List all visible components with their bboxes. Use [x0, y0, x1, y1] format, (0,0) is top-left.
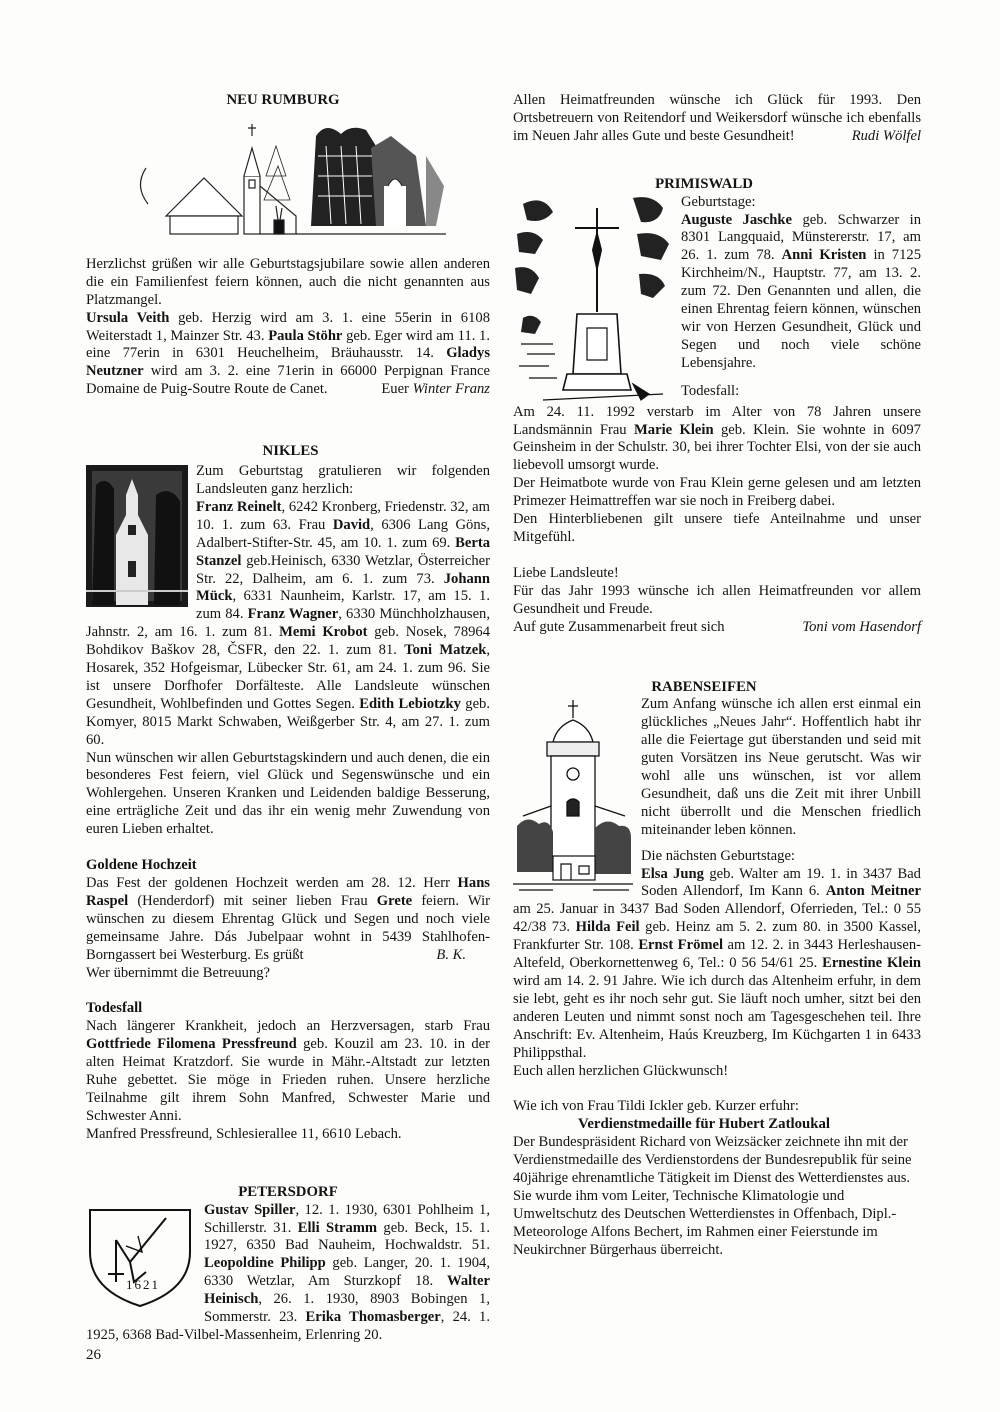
nikles-intro: Zum Geburtstag gratulieren wir folgenden Landsleuten ganz herzlich:	[196, 463, 490, 497]
todesfall-heading: Todesfall	[86, 1000, 143, 1017]
primiswald-paragraph-2: Der Heimatbote wurde von Frau Klein gerne gelesen und am letzten Primezer Heimattreffen war sie noch in Freiberg dabei.	[513, 475, 921, 510]
todesfall-text: Nach längerer Krankheit, jedoch an Herzversagen, starb Frau Gottfriede Filomena Pressfreund geb. Kouzil am 23. 10. in der alten Heimat Kratzdorf. Sie wurde in Mähr.-Altstadt zur letzten Ruhe gebettet. Sie möge in Frieden ruhen. Unsere herzliche Teilnahme gilt ihrem Sohn Manfred, Schwester Marie und Schwester Anni.	[86, 1018, 490, 1124]
person-name: Franz Reinelt	[196, 498, 282, 515]
person-name: Johann Mück	[196, 570, 490, 605]
rabenseifen-heading: RABENSEIFEN	[651, 678, 757, 695]
medaille-intro: Wie ich von Frau Tildi Ickler geb. Kurzer erfuhr:	[513, 1098, 799, 1115]
primiswald-birthdays: Auguste Jaschke geb. Schwarzer in 8301 Langquaid, Münstererstr. 17, am 26. 1. zum 78. Anni Kristen in 7125 Kirchheim/N., Hauptstr. 77, am 13. 2. zum 72. Den Genannten und allen, die einen Ehrentag feiern können, wünschen wir von Herzen Gesundheit, Glück und Segen und noch viele schöne Lebensjahre.	[681, 211, 921, 371]
primiswald-birthday-label: Geburtstage:	[681, 193, 756, 210]
primiswald-death-text: Am 24. 11. 1992 verstarb im Alter von 78 Jahren unsere Landsmännin Frau Marie Klein geb. Klein. Sie wohnte in 6097 Geinsheim in der Schulstr. 30, bei ihrer Tochter Elsi, von der sie auch liebevoll umsorgt wurde.	[513, 403, 921, 474]
nikles-heading: NIKLES	[262, 443, 319, 460]
goldene-hochzeit-signature: B. K.	[436, 946, 466, 963]
person-name: Elli Stramm	[297, 1219, 378, 1236]
person-name: Franz Wagner	[247, 606, 339, 623]
right-column	[513, 92, 921, 1260]
nikles-church-photo	[86, 465, 188, 607]
greeting-text: Allen Heimatfreunden wünsche ich Glück für 1993. Den Ortsbetreuern von Reitendorf und Weikersdorf wünsche ich ebenfalls im Neuen Jahr alles Gute und beste Gesundheit! Rudi Wölfel	[513, 92, 921, 144]
rabenseifen-birthdays: Elsa Jung geb. Walter am 19. 1. in 3437 Bad Soden Allendorf, Im Kann 6. Anton Meitner am 25. Januar in 3437 Bad Soden Allendorf, Oferrieden, Tel.: 0 55 42/38 73. Hilda Feil geb. Heinz am 5. 2. zum 80. in 3500 Kassel, Frankfurter Str. 108. Ernst Frömel am 12. 2. in 3443 Herleshausen-Altefeld, Oberkornettenweg 6, Tel.: 0 56 54/61 25. Ernestine Klein wird am 14. 2. 91 Jahre. Wie ich durch das Altenheim erfuhr, in dem sie lebt, geht es ihr noch sehr gut. Sie läuft noch umher, sitzt bei den anderen Leuten und nimmt sonst noch am Tagesgeschehen teil. Ihre Anschrift: Ev. Altenheim, Haús Kreuzberg, Im Küchgarten 1 in 6433 Philippsthal.	[513, 865, 922, 1061]
person-name: Ernestine Klein	[822, 955, 921, 972]
nikles-text	[86, 463, 490, 839]
person-name: Elsa Jung	[641, 865, 704, 882]
primiswald-paragraph-4: Für das Jahr 1993 wünsche ich allen Heimatfreunden vor allem Gesundheit und Freude.	[513, 582, 921, 617]
greeting-signature: Rudi Wölfel	[851, 127, 921, 144]
person-name: Walter Heinisch	[204, 1273, 490, 1308]
rabenseifen-church-illustration	[513, 696, 635, 896]
person-name: Grete	[376, 892, 413, 909]
rabenseifen-birthday-label: Die nächsten Geburtstage:	[641, 847, 795, 864]
person-name: Gladys Neutzner	[86, 345, 490, 380]
person-name: Gustav Spiller	[204, 1201, 296, 1218]
person-name: Ernst Frömel	[638, 937, 724, 954]
neu-rumburg-heading: NEU RUMBURG	[226, 92, 340, 108]
primiswald-salutation: Liebe Landsleute!	[513, 564, 619, 581]
todesfall-signoff: Manfred Pressfreund, Schlesierallee 11, 6610 Lebach.	[86, 1125, 402, 1142]
person-name: Hilda Feil	[575, 919, 640, 936]
nikles-closing: Nun wünschen wir allen Geburtstagskindern und auch denen, die ein besonderes Fest feiern, viel Glück und Segenswünsche und ein Wohlergehen. Unseren Kranken und Leidenden baldige Besserung, eine erträgliche Zeit und das ihr ein wenig mehr Zuwendung von euren Lieben erhaltet.	[86, 749, 490, 838]
primiswald-cross-illustration	[513, 194, 675, 404]
medaille-heading: Verdienstmedaille für Hubert Zatloukal	[578, 1116, 830, 1133]
rabenseifen-closing: Euch allen herzlichen Glückwunsch!	[513, 1062, 729, 1079]
petersdorf-birthdays: Gustav Spiller, 12. 1. 1930, 6301 Pohlheim 1, Schillerstr. 31. Elli Stramm geb. Beck, 15. 1. 1927, 6350 Bad Nauheim, Hochwaldstr. 51. Leopoldine Philipp geb. Langer, 20. 1. 1904, 6330 Wetzlar, Am Sturzkopf 18. Walter Heinisch, 26. 1. 1930, 8903 Bobingen 1, Sommerstr. 23. Erika Thomasberger, 24. 1. 1925, 6368 Bad-Vilbel-Massenheim, Erlenring 20.	[86, 1201, 491, 1343]
person-name: Toni Matzek	[404, 642, 487, 659]
person-name: David	[332, 516, 371, 533]
person-name: Auguste Jaschke	[681, 211, 792, 228]
petersdorf-heading: PETERSDORF	[238, 1183, 338, 1200]
neu-rumburg-intro: Herzlichst grüßen wir alle Geburtstagsjubilare sowie allen anderen die ein Familienfest feiern können, auch die nicht genannten aus Platzmangel.	[86, 255, 490, 308]
person-name: Gottfriede Filomena Pressfreund	[86, 1036, 297, 1053]
person-name: Anni Kristen	[781, 247, 867, 264]
person-name: Edith Lebiotzky	[359, 695, 461, 712]
person-name: Marie Klein	[634, 421, 714, 438]
person-name: Erika Thomasberger	[305, 1309, 441, 1326]
primiswald-text	[513, 194, 921, 637]
person-name: Berta Stanzel	[196, 534, 490, 569]
person-name: Memi Krobot	[279, 624, 368, 641]
neu-rumburg-signature: Euer Winter Franz	[381, 381, 490, 398]
petersdorf-text	[86, 1202, 490, 1345]
rabenseifen-intro: Zum Anfang wünsche ich allen erst einmal ein glückliches „Neues Jahr“. Hoffentlich habt ihr alle die Feiertage gut überstanden und seid mit guten Vorsätzen ins Neue gerutscht. Was wir wohl alle uns wünschen, ist vor allem Gesundheit, daß uns die Zeit mit ihrer Unbill nicht überrollt und die Menschen friedlich miteinander leben können.	[641, 696, 921, 838]
primiswald-paragraph-3: Den Hinterbliebenen gilt unsere tiefe Anteilnahme und unser Mitgefühl.	[513, 511, 921, 545]
left-column	[86, 92, 490, 1345]
primiswald-paragraph-5: Auf gute Zusammenarbeit freut sich Toni vom Hasendorf	[513, 618, 921, 635]
goldene-hochzeit-question: Wer übernimmt die Betreuung?	[86, 964, 271, 981]
primiswald-heading: PRIMISWALD	[655, 175, 753, 192]
nikles-birthdays: Franz Reinelt, 6242 Kronberg, Friedenstr. 32, am 10. 1. zum 63. Frau David, 6306 Lang Göns, Adalbert-Stifter-Str. 45, am 10. 1. zum 69. Berta Stanzel geb.Heinisch, 6330 Wetzlar, Österreicher Str. 22, Dalheim, am 6. 1. zum 73. Johann Mück, 6331 Naunheim, Karlstr. 17, am 15. 1. zum 84. Franz Wagner, 6330 Münchholzhausen, Jahnstr. 2, am 16. 1. zum 81. Memi Krobot geb. Nosek, 78964 Bohdikov Baškov 28, ČSFR, den 22. 1. zum 81. Toni Matzek, Hosarek, 352 Hofgeismar, Lübecker Str. 61, am 24. 1. zum 96. Sie ist unsere Dorfhofer Dorfälteste. Alle Landsleute wünschen Gesundheit, Wohlbefinden und Gottes Segen. Edith Lebiotzky geb. Komyer, 8015 Markt Schwaben, Weißgerber Str. 4, am 27. 1. zum 60.	[86, 498, 491, 748]
petersdorf-coat-of-arms	[86, 1206, 194, 1308]
crest-year: 1621	[126, 1276, 160, 1292]
neu-rumburg-illustration	[126, 116, 490, 244]
primiswald-death-label: Todesfall:	[681, 382, 740, 399]
medaille-paragraph-1: Der Bundespräsident Richard von Weizsäcker zeichnete ihn mit der Verdienstmedaille des Verdienstordens der Bundesrepublik für seine 40jährige ehrenamtliche Tätigkeit im Dienst des Wetterdienstes aus.	[513, 1134, 912, 1187]
page-number: 26	[86, 1347, 101, 1363]
medaille-paragraph-2: Sie wurde ihm vom Leiter, Technische Klimatologie und Umweltschutz des Deutschen Wetterdienstes in Offenbach, Dipl.-Meteorologe Alfons Bechert, im Rahmen einer Feierstunde im Neukirchner Bürgerhaus überreicht.	[513, 1187, 897, 1258]
person-name: Hans Raspel	[86, 875, 490, 909]
person-name: Anton Meitner	[825, 883, 921, 900]
person-name: Leopoldine Philipp	[204, 1255, 326, 1272]
goldene-hochzeit-heading: Goldene Hochzeit	[86, 857, 197, 874]
rabenseifen-text	[513, 696, 921, 1080]
person-name: Ursula Veith	[86, 309, 170, 326]
neu-rumburg-birthdays: Ursula Veith geb. Herzig wird am 3. 1. eine 55erin in 6108 Weiterstadt 1, Mainzer Str. 43. Paula Stöhr geb. Eger wird am 11. 1. eine 77erin in 6301 Heuchelheim, Bräuhausstr. 14. Gladys Neutzner wird am 3. 2. eine 71erin in 66000 Perpignan France Domaine de Puig-Soutre Route de Canet. Euer Winter Franz	[86, 309, 491, 398]
goldene-hochzeit-text: Das Fest der goldenen Hochzeit werden am 28. 12. Herr Hans Raspel (Henderdorf) mit seiner lieben Frau Grete feiern. Wir wünschen zu diesem Ehrentag Glück und Segen und noch viele gemeinsame Jahre. Dás Jubelpaar wohnt in 5439 Stahlhofen-Borngassert bei Westerburg. Es grüßt B. K.	[86, 875, 490, 963]
primiswald-signature: Toni vom Hasendorf	[802, 618, 921, 635]
person-name: Paula Stöhr	[268, 327, 343, 344]
